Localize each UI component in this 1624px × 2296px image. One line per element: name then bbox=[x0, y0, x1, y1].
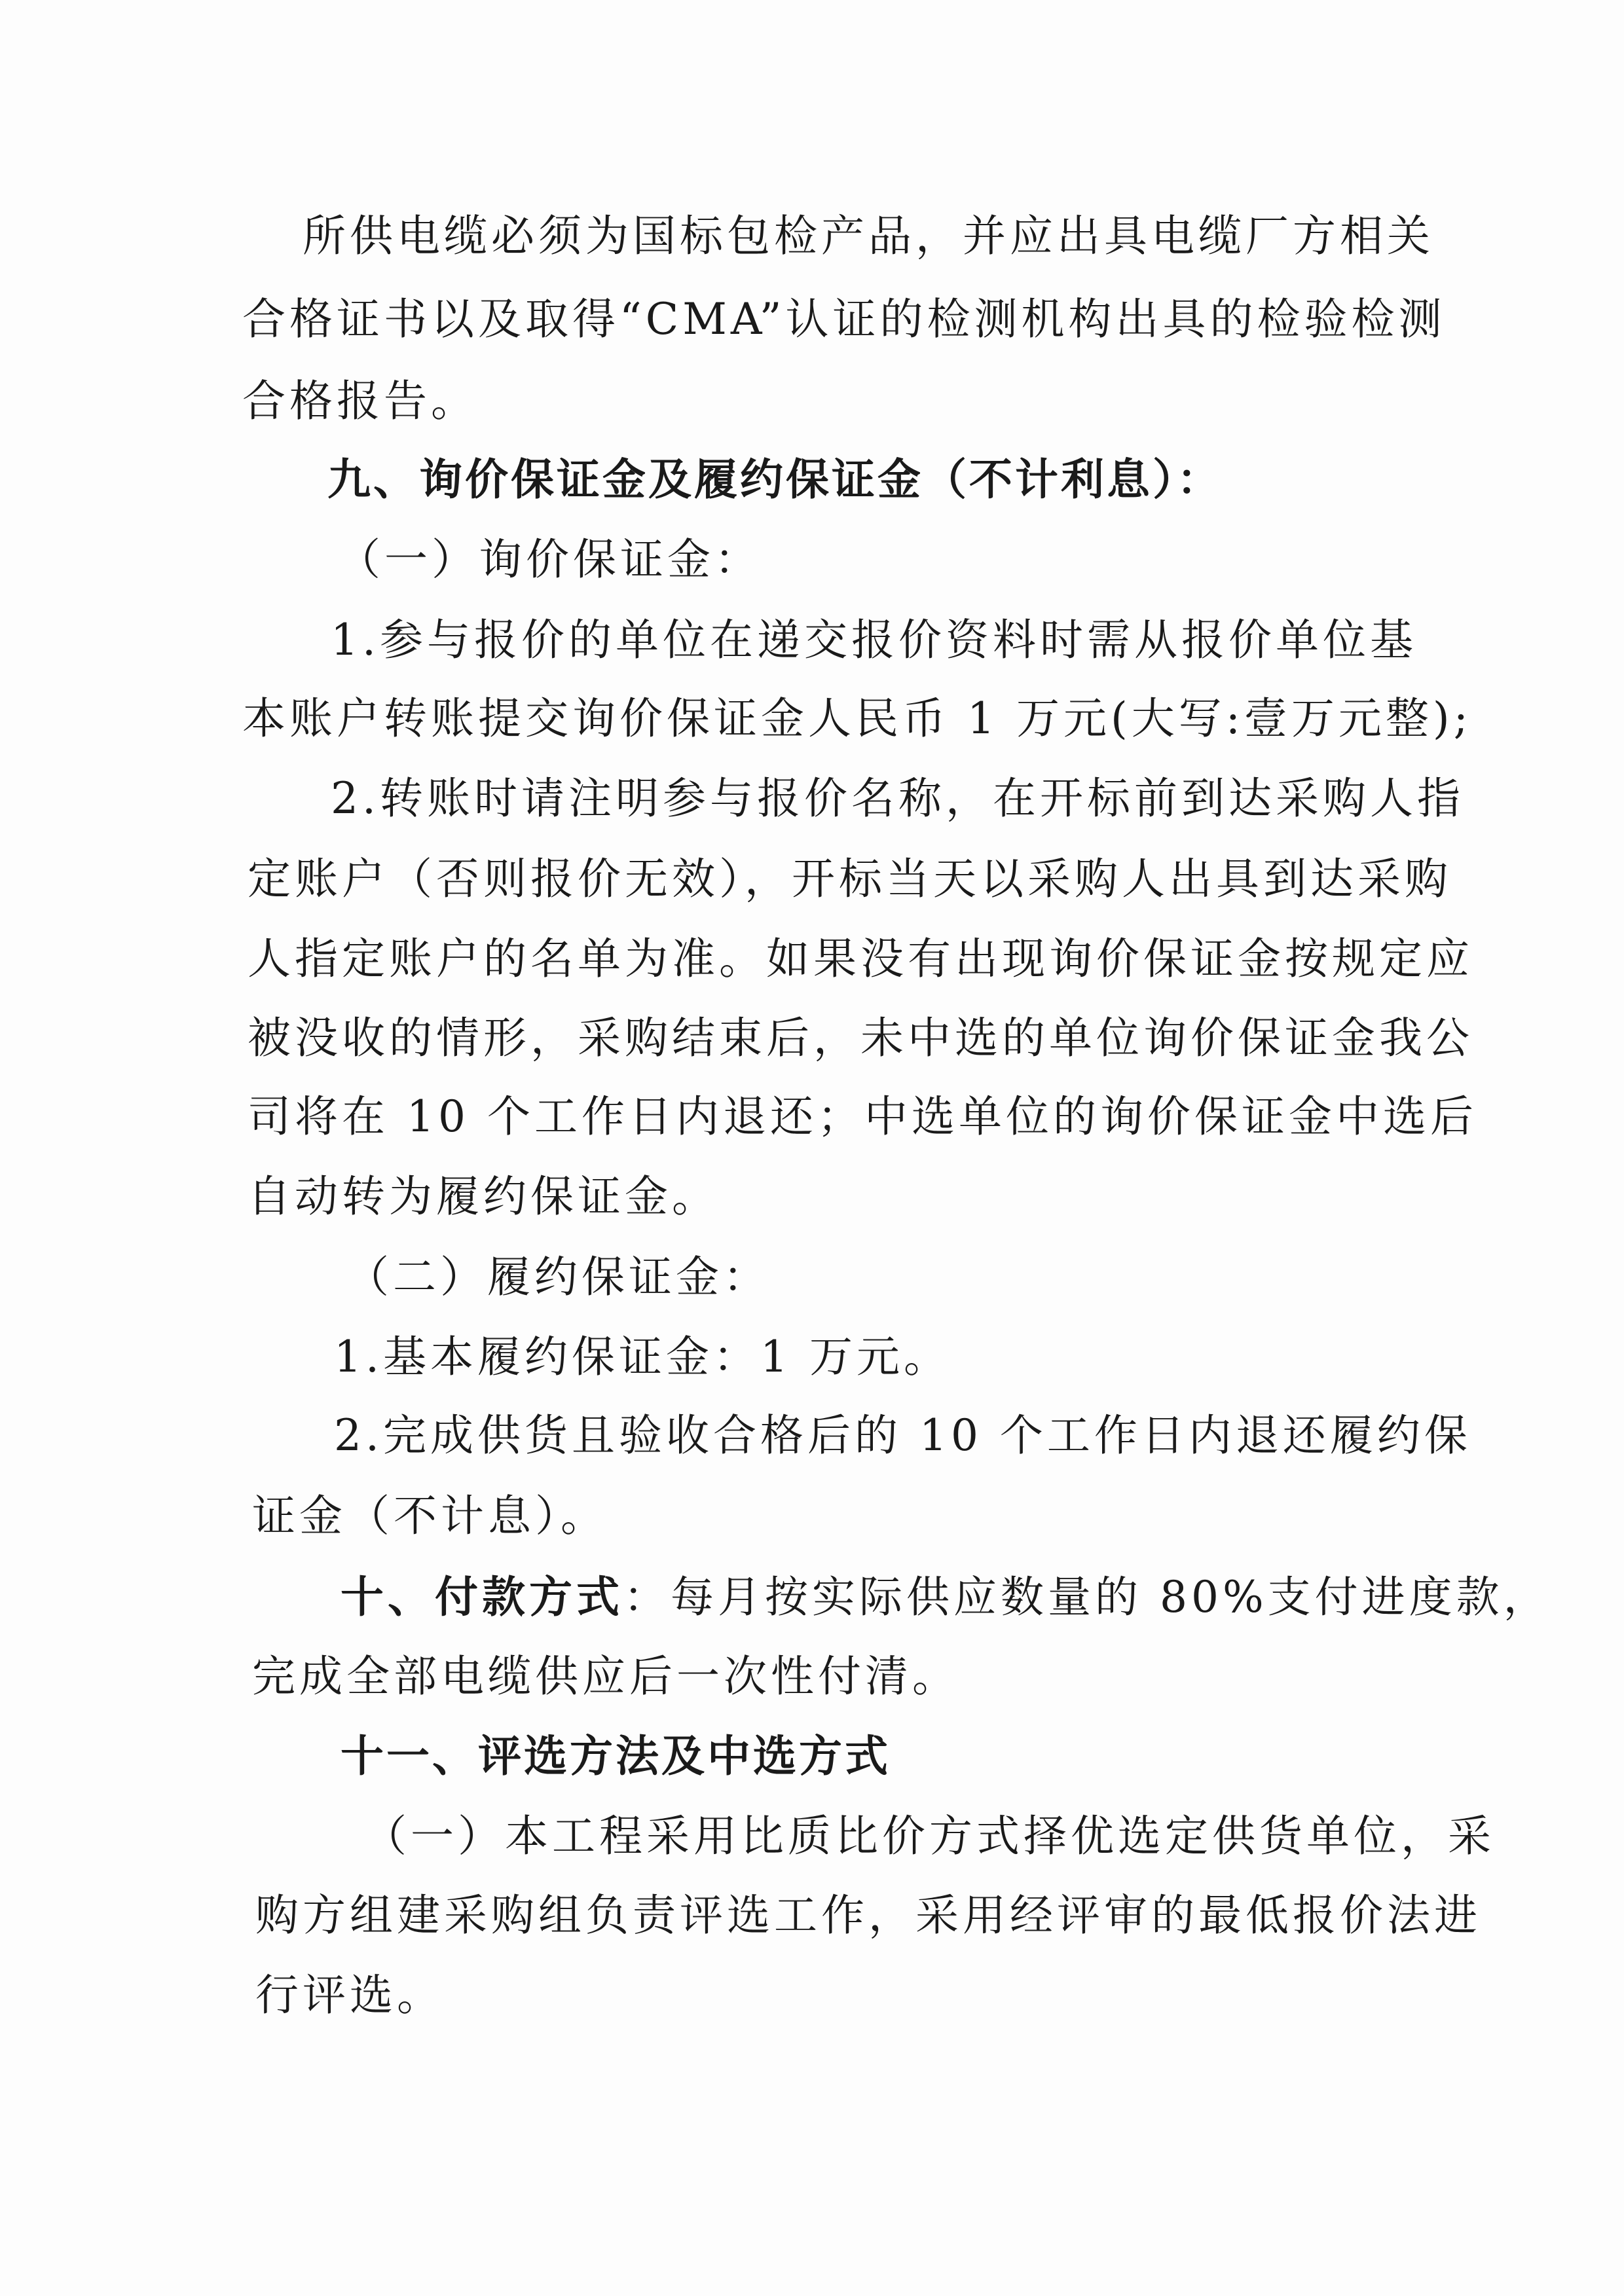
subsection-heading: （二）履约保证金： bbox=[346, 1252, 770, 1302]
text-line: 行评选。 bbox=[255, 1970, 444, 2020]
text-line: 被没收的情形，采购结束后，未中选的单位询价保证金我公 bbox=[248, 1013, 1473, 1063]
text-line: 2.完成供货且验收合格后的 10 个工作日内退还履约保 bbox=[334, 1410, 1471, 1461]
section-heading-9: 九、询价保证金及履约保证金（不计利息）： bbox=[327, 454, 1223, 505]
text-line: 本账户转账提交询价保证金人民币 1 万元(大写:壹万元整); bbox=[242, 693, 1472, 744]
text-line: 购方组建采购组负责评选工作，采用经评审的最低报价法进 bbox=[255, 1890, 1481, 1941]
text-line: 定账户（否则报价无效），开标当天以采购人出具到达采购 bbox=[248, 854, 1452, 904]
text-line: 合格证书以及取得“CMA”认证的检测机构出具的检验检测 bbox=[242, 294, 1446, 344]
text-line: （一）本工程采用比质比价方式择优选定供货单位，采 bbox=[363, 1811, 1495, 1861]
payment-text: ：每月按实际供应数量的 80%支付进度款， bbox=[623, 1572, 1551, 1622]
text-line: 1.参与报价的单位在递交报价资料时需从报价单位基 bbox=[331, 615, 1417, 665]
text-line: 司将在 10 个工作日内退还；中选单位的询价保证金中选后 bbox=[248, 1091, 1477, 1142]
text-line: 1.基本履约保证金：1 万元。 bbox=[334, 1332, 951, 1382]
text-line: 合格报告。 bbox=[242, 376, 478, 426]
payment-line bbox=[341, 1572, 1551, 1622]
text-line: 2.转账时请注明参与报价名称，在开标前到达采购人指 bbox=[331, 773, 1464, 824]
text-line: 所供电缆必须为国标包检产品，并应出具电缆厂方相关 bbox=[303, 211, 1434, 261]
text-line: 人指定账户的名单为准。如果没有出现询价保证金按规定应 bbox=[248, 934, 1473, 984]
payment-label: 十、付款方式 bbox=[341, 1572, 623, 1622]
subsection-heading: （一）询价保证金： bbox=[337, 534, 762, 585]
section-heading-11: 十一、评选方法及中选方式 bbox=[341, 1731, 891, 1781]
text-line: 自动转为履约保证金。 bbox=[248, 1171, 719, 1222]
text-line: 证金（不计息）。 bbox=[252, 1491, 608, 1541]
text-line: 完成全部电缆供应后一次性付清。 bbox=[252, 1651, 959, 1702]
